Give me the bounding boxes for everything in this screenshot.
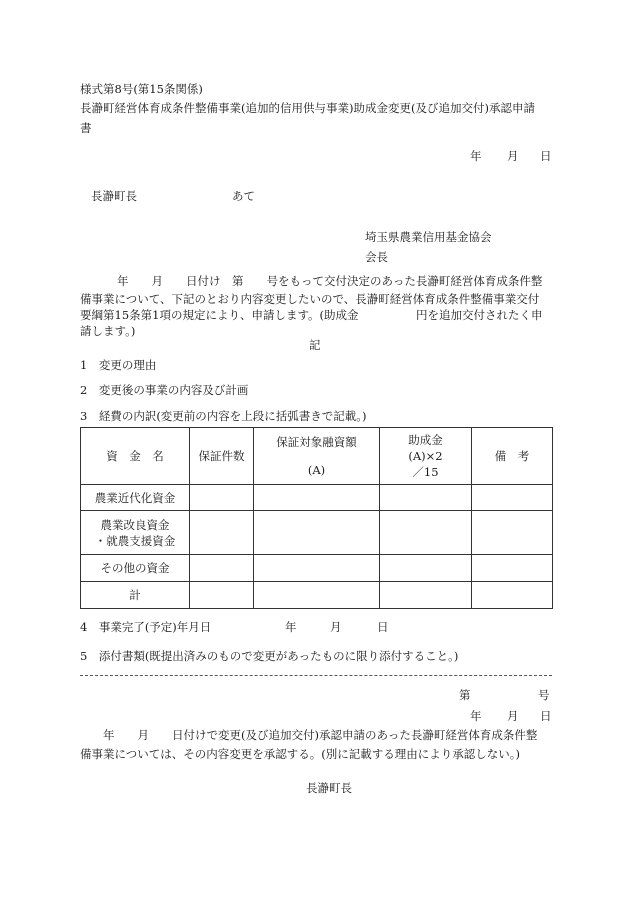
item-4-label: 4 事業完了(予定)年月日	[80, 620, 212, 634]
row-count-cell	[190, 511, 254, 555]
application-body-line4: 請します。)	[80, 324, 136, 338]
approval-body-line2: 備事業については、その内容変更を承認する。(別に記載する理由により承認しない。)	[80, 747, 520, 761]
table-row	[81, 485, 553, 511]
approval-date-year: 年	[470, 709, 482, 723]
item-4-year: 年	[285, 620, 297, 634]
row-remarks-cell	[472, 555, 553, 582]
header-subsidy-line2: (A)×2	[408, 449, 443, 463]
header-subsidy-line1: 助成金	[408, 433, 443, 447]
form-title-line1: 長瀞町経営体育成条件整備事業(追加的信用供与事業)助成金変更(及び追加交付)承認申請	[80, 101, 535, 115]
row-subsidy-cell	[380, 582, 472, 609]
header-subsidy	[380, 428, 472, 485]
approval-body-line1: 年 月 日付けで変更(及び追加交付)承認申請のあった長瀞町経営体育成条件整	[103, 728, 538, 742]
header-amount-line2: (A)	[307, 463, 326, 477]
application-body-line1: 年 月 日付け 第 号をもって交付決定のあった長瀞町経営体育成条件整	[117, 274, 543, 288]
row-fund-name	[81, 511, 190, 555]
cut-line-divider	[80, 675, 552, 676]
header-amount	[254, 428, 380, 485]
row-amount-cell	[254, 555, 380, 582]
date-month: 月	[507, 149, 519, 163]
table-header-row	[81, 428, 553, 485]
item-4-month: 月	[330, 620, 342, 634]
row-fund-name: 計	[81, 582, 190, 609]
table-row-total	[81, 582, 553, 609]
row-subsidy-cell	[380, 511, 472, 555]
application-body-line3: 要綱第15条第1項の規定により、申請します。(助成金 円を追加交付されたく申	[80, 308, 543, 322]
row-fund-name: その他の資金	[81, 555, 190, 582]
application-body-line2: 備事業について、下記のとおり内容変更したいので、長瀞町経営体育成条件整備事業交付	[80, 292, 540, 306]
addressee-suffix: あて	[232, 189, 255, 203]
row-amount-cell	[254, 582, 380, 609]
row-remarks-cell	[472, 485, 553, 511]
item-5: 5 添付書類(既提出済みのもので変更があったものに限り添付すること。)	[80, 649, 459, 663]
item-2: 2 変更後の事業の内容及び計画	[80, 383, 249, 397]
row-fund-name: 農業近代化資金	[81, 485, 190, 511]
approval-signer: 長瀞町長	[306, 781, 352, 795]
row-count-cell	[190, 485, 254, 511]
table-row	[81, 555, 553, 582]
row-remarks-cell	[472, 511, 553, 555]
approval-date-day: 日	[540, 709, 552, 723]
header-fund-name: 資 金 名	[81, 428, 190, 485]
row-count-cell	[190, 582, 254, 609]
approval-number-prefix: 第	[459, 688, 471, 702]
item-4-day: 日	[377, 620, 389, 634]
row-subsidy-cell	[380, 485, 472, 511]
date-year: 年	[470, 149, 482, 163]
form-number: 様式第8号(第15条関係)	[80, 82, 203, 96]
row-fund-name-line2: ・就農支援資金	[94, 533, 176, 548]
header-count: 保証件数	[190, 428, 254, 485]
row-amount-cell	[254, 511, 380, 555]
addressee: 長瀞町長	[91, 189, 137, 203]
row-subsidy-cell	[380, 555, 472, 582]
applicant-title: 会長	[365, 250, 388, 264]
applicant-org: 埼玉県農業信用基金協会	[365, 230, 492, 244]
row-remarks-cell	[472, 582, 553, 609]
expense-table	[80, 427, 553, 609]
row-amount-cell	[254, 485, 380, 511]
row-count-cell	[190, 555, 254, 582]
approval-number-suffix: 号	[538, 688, 550, 702]
approval-date-month: 月	[507, 709, 519, 723]
ki-heading: 記	[309, 338, 321, 352]
table-row	[81, 511, 553, 555]
header-subsidy-line3: ／15	[412, 465, 439, 479]
item-3: 3 経費の内訳(変更前の内容を上段に括弧書きで記載。)	[80, 409, 367, 423]
row-fund-name-line1: 農業改良資金	[100, 517, 170, 532]
date-day: 日	[540, 149, 552, 163]
header-remarks: 備 考	[472, 428, 553, 485]
form-title-line2: 書	[80, 121, 92, 135]
item-1: 1 変更の理由	[80, 358, 157, 372]
header-amount-line1: 保証対象融資額	[276, 435, 357, 449]
